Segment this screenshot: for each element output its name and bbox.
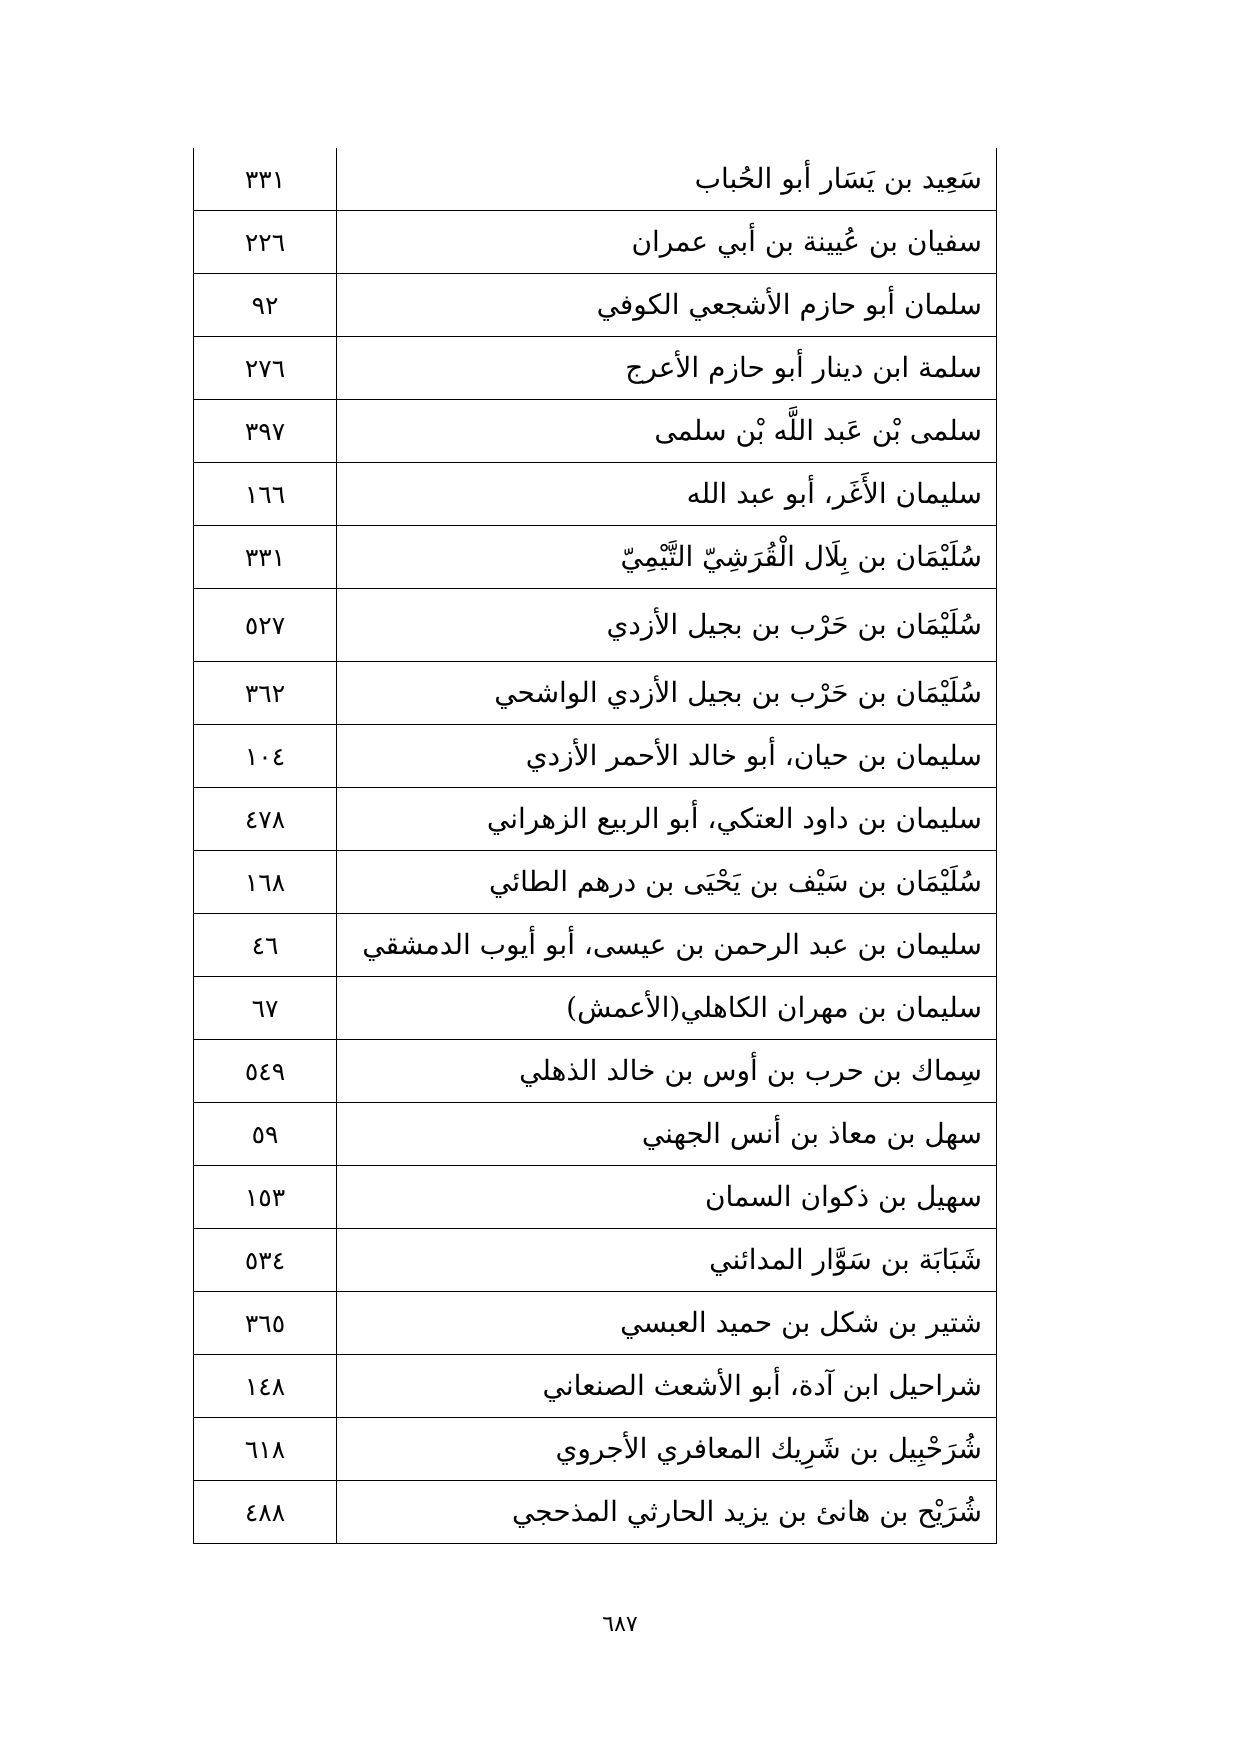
page-reference: ٣٣١	[194, 526, 337, 589]
page-reference: ١٤٨	[194, 1355, 337, 1418]
page-reference: ٦١٨	[194, 1418, 337, 1481]
narrator-name: شُرَيْح بن هانئ بن يزيد الحارثي المذحجي	[337, 1481, 997, 1544]
narrator-name: سهل بن معاذ بن أنس الجهني	[337, 1103, 997, 1166]
table-row	[194, 274, 997, 337]
table-row	[194, 1355, 997, 1418]
narrators-index-table	[193, 148, 997, 1544]
table-row	[194, 337, 997, 400]
page-reference: ٣٩٧	[194, 400, 337, 463]
narrator-name: شُرَحْبِيل بن شَرِيك المعافري الأجروي	[337, 1418, 997, 1481]
narrator-name: سَعِيد بن يَسَار أبو الحُباب	[337, 148, 997, 211]
narrator-name: سهيل بن ذكوان السمان	[337, 1166, 997, 1229]
narrator-name: سفيان بن عُيينة بن أبي عمران	[337, 211, 997, 274]
page-reference: ١٦٨	[194, 851, 337, 914]
page-reference: ١٦٦	[194, 463, 337, 526]
narrator-name: شراحيل ابن آدة، أبو الأشعث الصنعاني	[337, 1355, 997, 1418]
page-reference: ٢٧٦	[194, 337, 337, 400]
page-reference: ٣٦٥	[194, 1292, 337, 1355]
page-reference: ٤٨٨	[194, 1481, 337, 1544]
narrator-name: سُلَيْمَان بن حَرْب بن بجيل الأزدي الواشحي	[337, 662, 997, 725]
page-reference: ٤٧٨	[194, 788, 337, 851]
table-row	[194, 400, 997, 463]
page-reference: ١٠٤	[194, 725, 337, 788]
table-row	[194, 1166, 997, 1229]
table-row	[194, 788, 997, 851]
table-row	[194, 1103, 997, 1166]
page-reference: ٥٣٤	[194, 1229, 337, 1292]
narrator-name: سُلَيْمَان بن حَرْب بن بجيل الأزدي	[337, 589, 997, 662]
page-number: ٦٨٧	[602, 1612, 638, 1637]
page-reference: ٢٢٦	[194, 211, 337, 274]
narrator-name: سِماك بن حرب بن أوس بن خالد الذهلي	[337, 1040, 997, 1103]
narrator-name: سلمان أبو حازم الأشجعي الكوفي	[337, 274, 997, 337]
table-row	[194, 526, 997, 589]
table-row	[194, 851, 997, 914]
narrator-name: سلمى بْن عَبد اللَّه بْن سلمى	[337, 400, 997, 463]
table-row	[194, 148, 997, 211]
narrator-name: سليمان بن داود العتكي، أبو الربيع الزهراني	[337, 788, 997, 851]
narrator-name: سُلَيْمَان بن بِلَال الْقُرَشِيّ التَّيْمِيّ	[337, 526, 997, 589]
table-row	[194, 1292, 997, 1355]
narrator-name: شَبَابَة بن سَوَّار المدائني	[337, 1229, 997, 1292]
table-row	[194, 725, 997, 788]
table-row	[194, 914, 997, 977]
page-reference: ٦٧	[194, 977, 337, 1040]
narrator-name: سُلَيْمَان بن سَيْف بن يَحْيَى بن درهم الطائي	[337, 851, 997, 914]
page-reference: ٩٢	[194, 274, 337, 337]
page-reference: ٥٩	[194, 1103, 337, 1166]
narrator-name: سليمان بن حيان، أبو خالد الأحمر الأزدي	[337, 725, 997, 788]
narrator-name: سليمان الأَغَر، أبو عبد الله	[337, 463, 997, 526]
table-row	[194, 662, 997, 725]
page-reference: ٣٣١	[194, 148, 337, 211]
narrator-name: سليمان بن عبد الرحمن بن عيسى، أبو أيوب الدمشقي	[337, 914, 997, 977]
table-row	[194, 589, 997, 662]
narrator-name: شتير بن شكل بن حميد العبسي	[337, 1292, 997, 1355]
page-reference: ٤٦	[194, 914, 337, 977]
table-row	[194, 1418, 997, 1481]
table-row	[194, 1481, 997, 1544]
page-reference: ٣٦٢	[194, 662, 337, 725]
table-row	[194, 463, 997, 526]
table-row	[194, 1040, 997, 1103]
narrator-name: سليمان بن مهران الكاهلي(الأعمش)	[337, 977, 997, 1040]
narrator-name: سلمة ابن دينار أبو حازم الأعرج	[337, 337, 997, 400]
page-reference: ٥٤٩	[194, 1040, 337, 1103]
page-reference: ٥٢٧	[194, 589, 337, 662]
table-row	[194, 211, 997, 274]
table-row	[194, 1229, 997, 1292]
page-reference: ١٥٣	[194, 1166, 337, 1229]
table-row	[194, 977, 997, 1040]
